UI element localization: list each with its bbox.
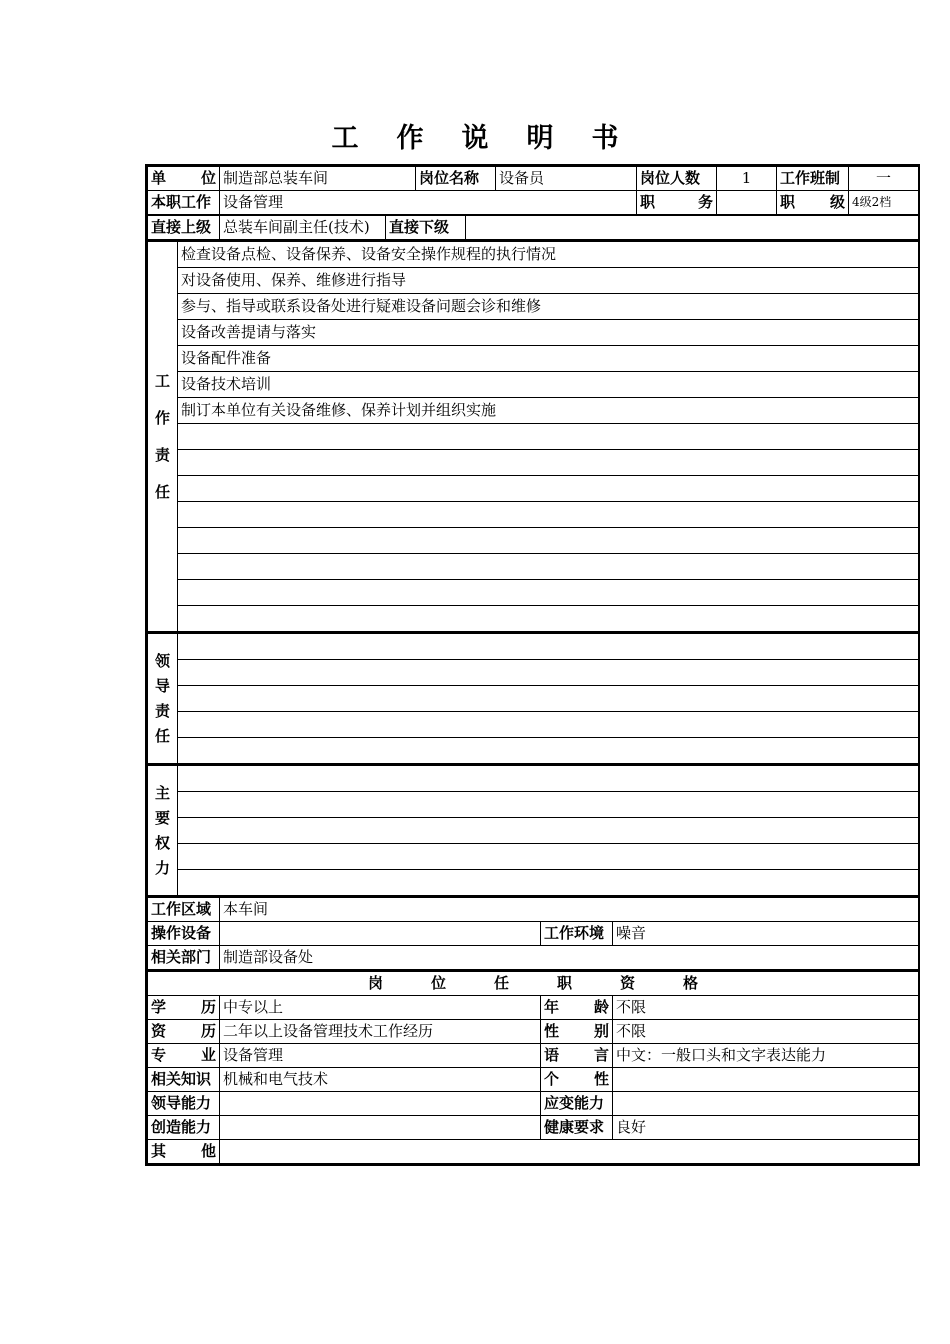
post-name-value[interactable]: 设备员 <box>496 167 637 191</box>
responsibility-label-char: 工 <box>154 371 170 390</box>
qualification-row <box>148 1020 919 1044</box>
authority-row <box>148 870 919 896</box>
leadership-item[interactable] <box>178 712 919 738</box>
qualification-row <box>148 1092 919 1116</box>
qualification-value-right[interactable]: 不限 <box>613 1020 919 1044</box>
document-title <box>0 116 950 155</box>
authority-label-char: 权 <box>154 833 170 852</box>
responsibility-row <box>148 398 919 424</box>
other-value[interactable] <box>220 1140 919 1164</box>
main-work-label: 本职工作 <box>148 191 220 215</box>
superior-value[interactable]: 总装车间副主任(技术) <box>220 216 386 240</box>
headcount-value[interactable]: 1 <box>717 167 777 191</box>
environment-table <box>147 896 919 970</box>
title-char: 作 <box>396 123 424 154</box>
equipment-value[interactable] <box>220 922 541 946</box>
title-char: 明 <box>526 123 554 154</box>
work-env-value[interactable]: 噪音 <box>613 922 919 946</box>
grade-label: 职 级 <box>777 191 849 215</box>
qualification-value-left[interactable]: 设备管理 <box>220 1044 541 1068</box>
post-name-label: 岗位名称 <box>416 167 496 191</box>
qualification-value-left[interactable]: 机械和电气技术 <box>220 1068 541 1092</box>
equipment-label: 操作设备 <box>148 922 220 946</box>
leadership-row <box>148 633 919 660</box>
qualification-label-right: 语 言 <box>541 1044 613 1068</box>
leadership-row <box>148 686 919 712</box>
responsibility-item[interactable]: 参与、指导或联系设备处进行疑难设备问题会诊和维修 <box>178 294 919 320</box>
authority-row <box>148 792 919 818</box>
responsibility-row <box>148 372 919 398</box>
responsibility-item[interactable]: 检查设备点检、设备保养、设备安全操作规程的执行情况 <box>178 241 919 268</box>
responsibility-row <box>148 580 919 606</box>
qualification-label-left: 资 历 <box>148 1020 220 1044</box>
qualifications-table <box>147 970 919 1164</box>
qualification-value-right[interactable] <box>613 1068 919 1092</box>
authority-item[interactable] <box>178 792 919 818</box>
responsibility-row <box>148 502 919 528</box>
responsibility-item[interactable]: 对设备使用、保养、维修进行指导 <box>178 268 919 294</box>
authority-item[interactable] <box>178 870 919 896</box>
authority-row <box>148 765 919 792</box>
qualification-row <box>148 1068 919 1092</box>
responsibility-label <box>148 241 178 632</box>
shift-value[interactable]: 一 <box>849 167 919 191</box>
qualification-value-left[interactable] <box>220 1092 541 1116</box>
authority-label-char: 要 <box>154 808 170 827</box>
leadership-item[interactable] <box>178 738 919 764</box>
unit-label: 单 位 <box>148 167 220 191</box>
unit-value[interactable]: 制造部总装车间 <box>220 167 416 191</box>
qualification-value-right[interactable]: 中文：一般口头和文字表达能力 <box>613 1044 919 1068</box>
responsibility-item[interactable] <box>178 450 919 476</box>
qualification-label-right: 性 别 <box>541 1020 613 1044</box>
qualification-value-left[interactable]: 二年以上设备管理技术工作经历 <box>220 1020 541 1044</box>
leadership-label-char: 任 <box>154 726 170 745</box>
title-char: 书 <box>591 123 619 154</box>
leadership-label-char: 导 <box>154 676 170 695</box>
qualification-row <box>148 996 919 1020</box>
work-area-value[interactable]: 本车间 <box>220 897 919 922</box>
qualification-label-left: 领导能力 <box>148 1092 220 1116</box>
qualification-label-right: 健康要求 <box>541 1116 613 1140</box>
responsibility-row <box>148 450 919 476</box>
responsibility-row <box>148 294 919 320</box>
shift-label: 工作班制 <box>777 167 849 191</box>
authority-row <box>148 818 919 844</box>
leadership-row <box>148 738 919 764</box>
authority-label-char: 力 <box>154 858 170 877</box>
responsibility-row <box>148 241 919 268</box>
leadership-row <box>148 660 919 686</box>
qualification-value-left[interactable]: 中专以上 <box>220 996 541 1020</box>
subordinate-value[interactable] <box>466 216 919 240</box>
authority-row <box>148 844 919 870</box>
responsibility-row <box>148 606 919 632</box>
title-char: 说 <box>461 123 489 154</box>
related-dept-value[interactable]: 制造部设备处 <box>220 946 919 970</box>
responsibility-item[interactable]: 设备改善提请与落实 <box>178 320 919 346</box>
responsibility-row <box>148 346 919 372</box>
related-dept-label: 相关部门 <box>148 946 220 970</box>
grade-value[interactable]: 4级2档 <box>849 191 919 215</box>
responsibility-item[interactable] <box>178 580 919 606</box>
responsibility-item[interactable] <box>178 502 919 528</box>
authority-item[interactable] <box>178 818 919 844</box>
qualification-value-right[interactable]: 不限 <box>613 996 919 1020</box>
responsibility-row <box>148 476 919 502</box>
responsibilities-block <box>147 240 919 632</box>
responsibility-row <box>148 554 919 580</box>
responsibility-item[interactable] <box>178 528 919 554</box>
responsibility-row <box>148 424 919 450</box>
responsibility-item[interactable]: 设备技术培训 <box>178 372 919 398</box>
responsibility-item[interactable] <box>178 476 919 502</box>
leadership-row <box>148 712 919 738</box>
headcount-label: 岗位人数 <box>637 167 717 191</box>
responsibility-item[interactable] <box>178 424 919 450</box>
responsibility-label-char: 作 <box>154 408 170 427</box>
work-env-label: 工作环境 <box>541 922 613 946</box>
leadership-item[interactable] <box>178 686 919 712</box>
title-char: 工 <box>331 123 359 154</box>
responsibility-item[interactable]: 制订本单位有关设备维修、保养计划并组织实施 <box>178 398 919 424</box>
qualification-label-left: 专 业 <box>148 1044 220 1068</box>
responsibility-item[interactable] <box>178 554 919 580</box>
leadership-label-char: 领 <box>154 651 170 670</box>
superior-table <box>147 215 919 240</box>
authority-item[interactable] <box>178 844 919 870</box>
qualification-value-right[interactable]: 良好 <box>613 1116 919 1140</box>
leadership-item[interactable] <box>178 660 919 686</box>
header-table <box>147 166 919 215</box>
leadership-item[interactable] <box>178 633 919 660</box>
authority-item[interactable] <box>178 765 919 792</box>
authority-label-char: 主 <box>154 783 170 802</box>
qualification-row <box>148 1044 919 1068</box>
main-work-value[interactable]: 设备管理 <box>220 191 637 215</box>
leadership-block <box>147 632 919 764</box>
duty-label: 职 务 <box>637 191 717 215</box>
responsibility-label-char: 责 <box>154 445 170 464</box>
responsibility-row <box>148 320 919 346</box>
qualification-value-right[interactable] <box>613 1092 919 1116</box>
qualification-label-left: 学 历 <box>148 996 220 1020</box>
qualification-label-right: 年 龄 <box>541 996 613 1020</box>
other-label: 其 他 <box>148 1140 220 1164</box>
qualification-row <box>148 1116 919 1140</box>
responsibility-row <box>148 268 919 294</box>
responsibility-label-char: 任 <box>154 482 170 501</box>
authority-label <box>148 765 178 896</box>
qualification-label-left: 创造能力 <box>148 1116 220 1140</box>
qualification-label-left: 相关知识 <box>148 1068 220 1092</box>
qualifications-heading: 岗 位 任 职 资 格 <box>148 971 919 996</box>
leadership-label <box>148 633 178 764</box>
subordinate-label: 直接下级 <box>386 216 466 240</box>
qualification-label-right: 个 性 <box>541 1068 613 1092</box>
responsibility-item[interactable] <box>178 606 919 632</box>
qualification-label-right: 应变能力 <box>541 1092 613 1116</box>
authority-block <box>147 764 919 896</box>
leadership-label-char: 责 <box>154 701 170 720</box>
superior-label: 直接上级 <box>148 216 220 240</box>
job-description-form <box>145 164 920 1166</box>
qualification-value-left[interactable] <box>220 1116 541 1140</box>
responsibility-row <box>148 528 919 554</box>
duty-value[interactable] <box>717 191 777 215</box>
work-area-label: 工作区域 <box>148 897 220 922</box>
responsibility-item[interactable]: 设备配件准备 <box>178 346 919 372</box>
